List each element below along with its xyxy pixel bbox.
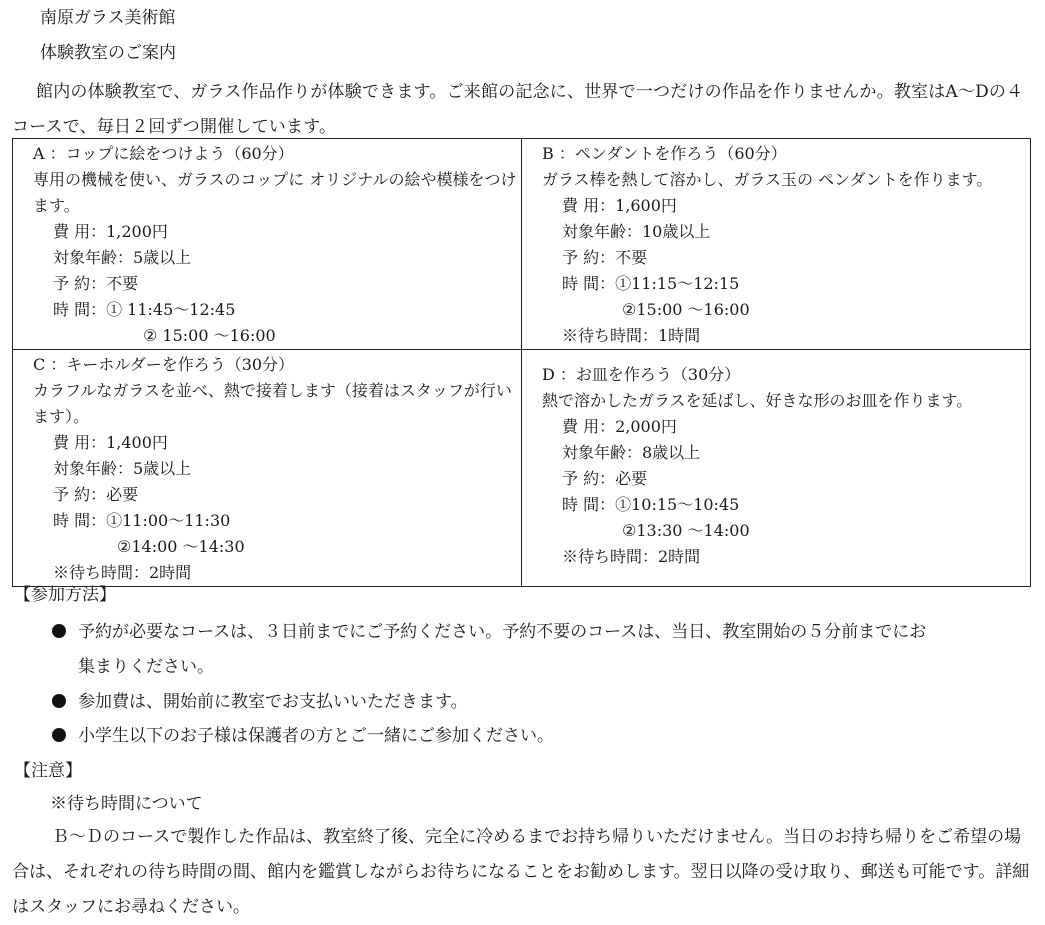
bullet-text: 参加費は、開始前に教室でお支払いいただきます。 [78,692,468,712]
course-description: ガラス棒を熱して溶かし、ガラス玉の ペンダントを作ります。 [542,170,993,189]
bullet-text-continued: 集まりください。 [78,657,214,677]
course-fee: 費 用：1,600円 [562,196,677,215]
notes-subheading: ※待ち時間について [50,794,203,814]
course-fee: 費 用：2,000円 [562,417,677,436]
course-time-1: 時 間：①10:15〜10:45 [562,495,740,514]
course-description: 専用の機械を使い、ガラスのコップに オリジナルの絵や模様をつけます。 [33,170,517,215]
course-reservation: 予 約：不要 [53,274,139,293]
course-heading: A ：コップに絵をつけよう（60分） [33,144,294,163]
bullet-text: 小学生以下のお子様は保護者の方とご一緒にご参加ください。 [78,726,554,746]
bullet-icon [52,624,66,638]
list-item [52,615,1032,685]
course-heading: C ：キーホルダーを作ろう（30分） [33,355,295,374]
course-description: カラフルなガラスを並べ、熱で接着します（接着はスタッフが行います）。 [33,381,512,426]
course-time-2: ②13:30 〜14:00 [622,521,750,540]
course-age: 対象年齢：8歳以上 [562,443,701,462]
course-heading: B ：ペンダントを作ろう（60分） [542,144,787,163]
course-time-2: ②15:00 〜16:00 [622,300,750,319]
course-cell-a [13,139,522,350]
course-cell-d [522,350,1031,587]
course-age: 対象年齢：5歳以上 [53,459,192,478]
course-wait-time: ※待ち時間：2時間 [562,547,701,566]
page-subtitle: 体験教室のご案内 [40,43,176,63]
course-cell-c [13,350,522,587]
notes-body: Ｂ〜Ｄのコースで製作した作品は、教室終了後、完全に冷めるまでお持ち帰りいただけません。当日のお持ち帰りをご希望の場合は、それぞれの待ち時間の間、館内を鑑賞しながらお待ちになることをお勧めします。翌日以降の受け取り、郵送も可能です。詳細はスタッフにお尋ねください。 [12,827,1030,917]
course-age: 対象年齢：5歳以上 [53,248,192,267]
course-time-2: ②14:00 〜14:30 [117,537,245,556]
bullet-icon [52,728,66,742]
course-table [12,138,1031,587]
course-heading: D ：お皿を作ろう（30分） [542,365,741,384]
course-cell-b [522,139,1031,350]
course-time-1: 時 間：①11:15〜12:15 [562,274,740,293]
list-item [52,685,1032,720]
page-title: 南原ガラス美術館 [40,8,176,28]
course-reservation: 予 約：必要 [53,485,139,504]
course-description: 熱で溶かしたガラスを延ばし、好きな形のお皿を作ります。 [542,391,973,410]
bullet-icon [52,694,66,708]
list-item [52,719,1032,754]
intro-paragraph: 館内の体験教室で、ガラス作品作りが体験できます。ご来館の記念に、世界で一つだけの作品を作りませんか。教室はA〜Dの４コースで、毎日２回ずつ開催しています。 [12,82,1024,137]
participation-heading: 【参加方法】 [14,585,116,605]
course-reservation: 予 約：不要 [562,248,648,267]
course-time-2: ② 15:00 〜16:00 [143,326,276,345]
course-wait-time: ※待ち時間：1時間 [562,326,701,345]
bullet-text: 予約が必要なコースは、３日前までにご予約ください。予約不要のコースは、当日、教室開始の５分前までにお [78,622,927,642]
notes-heading: 【注意】 [14,761,82,781]
course-wait-time: ※待ち時間：2時間 [53,563,192,582]
course-reservation: 予 約：必要 [562,469,648,488]
course-age: 対象年齢：10歳以上 [562,222,711,241]
course-fee: 費 用：1,400円 [53,433,168,452]
course-fee: 費 用：1,200円 [53,222,168,241]
course-time-1: 時 間：①11:00〜11:30 [53,511,231,530]
course-time-1: 時 間：① 11:45〜12:45 [53,300,236,319]
